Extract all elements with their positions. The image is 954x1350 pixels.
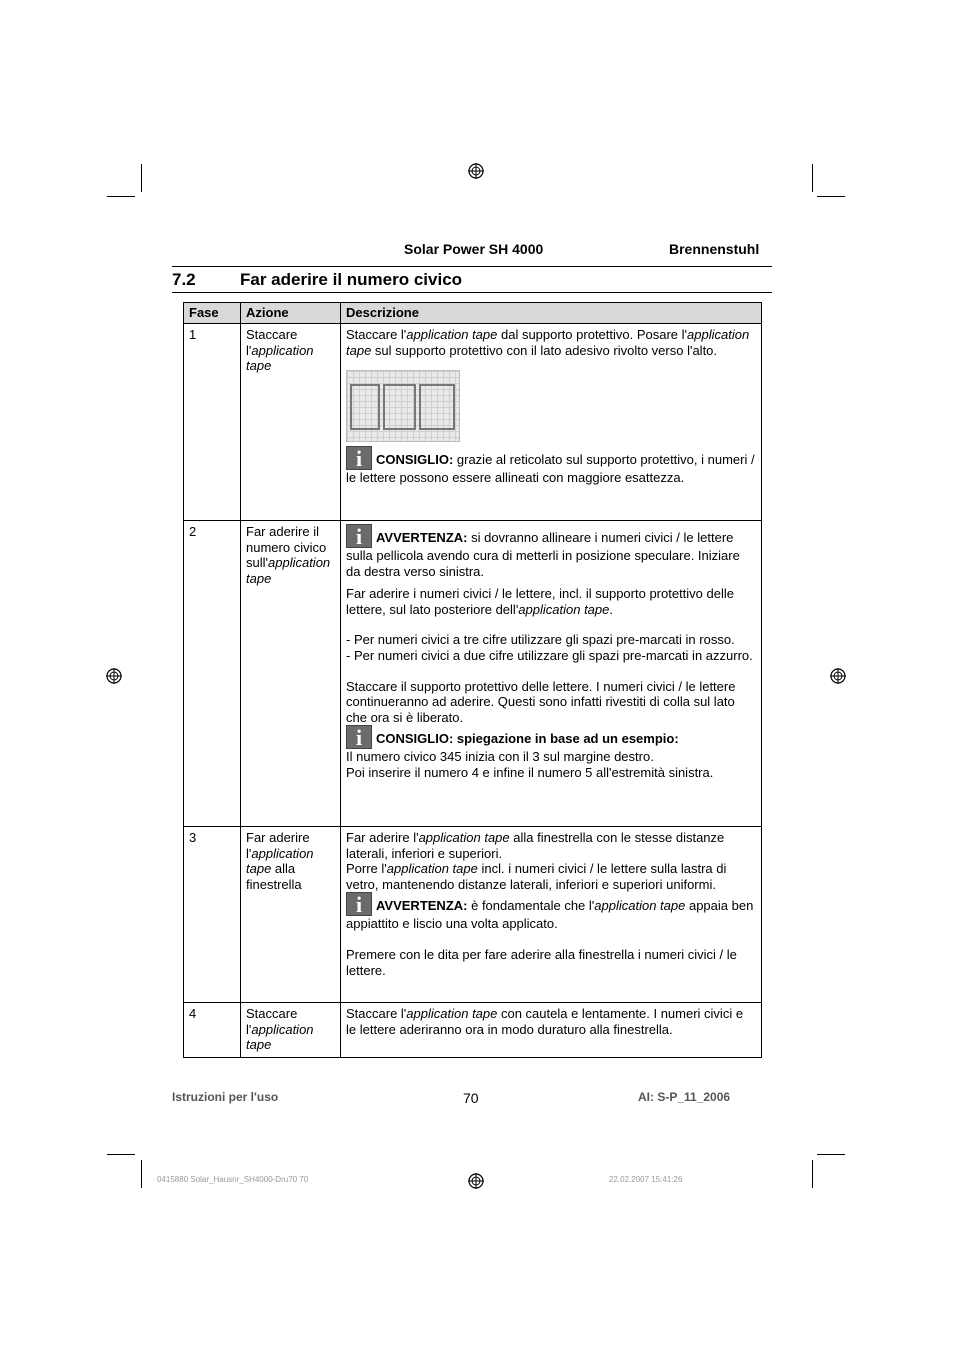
step-action: Staccare l'application tape bbox=[241, 324, 341, 521]
crop-mark-top-left bbox=[107, 196, 135, 197]
crop-mark-bottom-left bbox=[141, 1160, 142, 1188]
crop-mark-top-right bbox=[812, 164, 813, 192]
registration-mark-icon bbox=[468, 1173, 484, 1189]
warning-note: i AVVERTENZA: si dovranno allineare i numeri civici / le lettere sulla pellicola avendo cura di metterli in posizione speculare. Iniziare da destra verso sinistra. bbox=[346, 524, 740, 579]
info-icon: i bbox=[346, 725, 372, 749]
header-rule bbox=[172, 266, 772, 267]
steps-table bbox=[183, 302, 762, 1058]
table-row bbox=[184, 1003, 762, 1058]
table-row bbox=[184, 827, 762, 1003]
footer-doc-code: AI: S-P_11_2006 bbox=[638, 1090, 731, 1104]
description-paragraph: Staccare l'application tape con cautela e lentamente. I numeri civici e le lettere aderiranno ora in modo duraturo alla finestrella. bbox=[346, 1006, 744, 1037]
registration-mark-icon bbox=[106, 668, 122, 684]
step-description bbox=[341, 827, 762, 1003]
step-action: Staccare l'application tape bbox=[241, 1003, 341, 1058]
table-row bbox=[184, 521, 762, 827]
print-slug-file: 0415880 Solar_Hausnr_SH4000-Dru70 70 bbox=[157, 1175, 309, 1184]
step-number: 2 bbox=[184, 521, 241, 827]
column-header-azione: Azione bbox=[241, 303, 341, 324]
section-number: 7.2 bbox=[172, 270, 196, 289]
warning-note: i AVVERTENZA: è fondamentale che l'application tape appaia ben appiattito e liscio una volta applicato. bbox=[346, 892, 754, 932]
description-paragraph: Porre l'application tape incl. i numeri civici / le lettere sulla lastra di vetro, mantenendo distanze laterali, inferiori e superiori uniformi. bbox=[346, 861, 727, 892]
registration-mark-icon bbox=[830, 668, 846, 684]
grid-backing-illustration bbox=[346, 370, 460, 442]
section-rule bbox=[172, 292, 772, 293]
step-number: 1 bbox=[184, 324, 241, 521]
column-header-descrizione: Descrizione bbox=[341, 303, 762, 324]
step-action: Far aderire l'application tape alla finestrella bbox=[241, 827, 341, 1003]
description-paragraph: Far aderire l'application tape alla finestrella con le stesse distanze laterali, inferiori e superiori. bbox=[346, 830, 725, 861]
step-number: 4 bbox=[184, 1003, 241, 1058]
crop-mark-bottom-left bbox=[107, 1154, 135, 1155]
step-number: 3 bbox=[184, 827, 241, 1003]
column-header-fase: Fase bbox=[184, 303, 241, 324]
crop-mark-top-right bbox=[817, 196, 845, 197]
tip-note: i CONSIGLIO: spiegazione in base ad un esempio: Il numero civico 345 inizia con il 3 sul margine destro. Poi inserire il numero 4 e infine il numero 5 all'estremità sinistra. bbox=[346, 725, 714, 780]
description-paragraph: Premere con le dita per fare aderire alla finestrella i numeri civici / le lettere. bbox=[346, 946, 737, 978]
header-brand: Brennenstuhl bbox=[669, 241, 760, 257]
description-paragraph: Far aderire i numeri civici / le lettere, incl. il supporto protettivo delle lettere, sul lato posteriore dell'application tape. bbox=[346, 586, 734, 617]
registration-mark-icon bbox=[468, 163, 484, 179]
header-product: Solar Power SH 4000 bbox=[404, 241, 544, 257]
table-header-row bbox=[184, 303, 762, 324]
list-item: - Per numeri civici a due cifre utilizzare gli spazi pre-marcati in azzurro. bbox=[346, 647, 753, 663]
table-row bbox=[184, 324, 762, 521]
step-description bbox=[341, 521, 762, 827]
list-item: - Per numeri civici a tre cifre utilizzare gli spazi pre-marcati in rosso. bbox=[346, 632, 735, 648]
page-number: 70 bbox=[463, 1090, 479, 1106]
crop-mark-bottom-right bbox=[817, 1154, 845, 1155]
info-icon: i bbox=[346, 524, 372, 548]
info-icon: i bbox=[346, 446, 372, 470]
crop-mark-top-left bbox=[141, 164, 142, 192]
print-slug-date: 22.02.2007 15:41:26 bbox=[609, 1175, 683, 1184]
tip-note: i CONSIGLIO: grazie al reticolato sul supporto protettivo, i numeri / le lettere possono essere allineati con maggiore esattezza. bbox=[346, 446, 755, 486]
step-action: Far aderire il numero civico sull'application tape bbox=[241, 521, 341, 827]
info-icon: i bbox=[346, 892, 372, 916]
section-title: Far aderire il numero civico bbox=[240, 270, 463, 289]
step-description bbox=[341, 324, 762, 521]
footer-doc-title: Istruzioni per l'uso bbox=[172, 1090, 279, 1104]
step-description bbox=[341, 1003, 762, 1058]
crop-mark-bottom-right bbox=[812, 1160, 813, 1188]
description-paragraph: Staccare l'application tape dal supporto protettivo. Posare l'application tape sul supporto protettivo con il lato adesivo rivolto verso l'alto. bbox=[346, 327, 750, 358]
description-paragraph: Staccare il supporto protettivo delle lettere. I numeri civici / le lettere continueranno ad aderire. Questi sono infatti rivestiti di colla sul lato che ora si è liberato. bbox=[346, 678, 736, 725]
